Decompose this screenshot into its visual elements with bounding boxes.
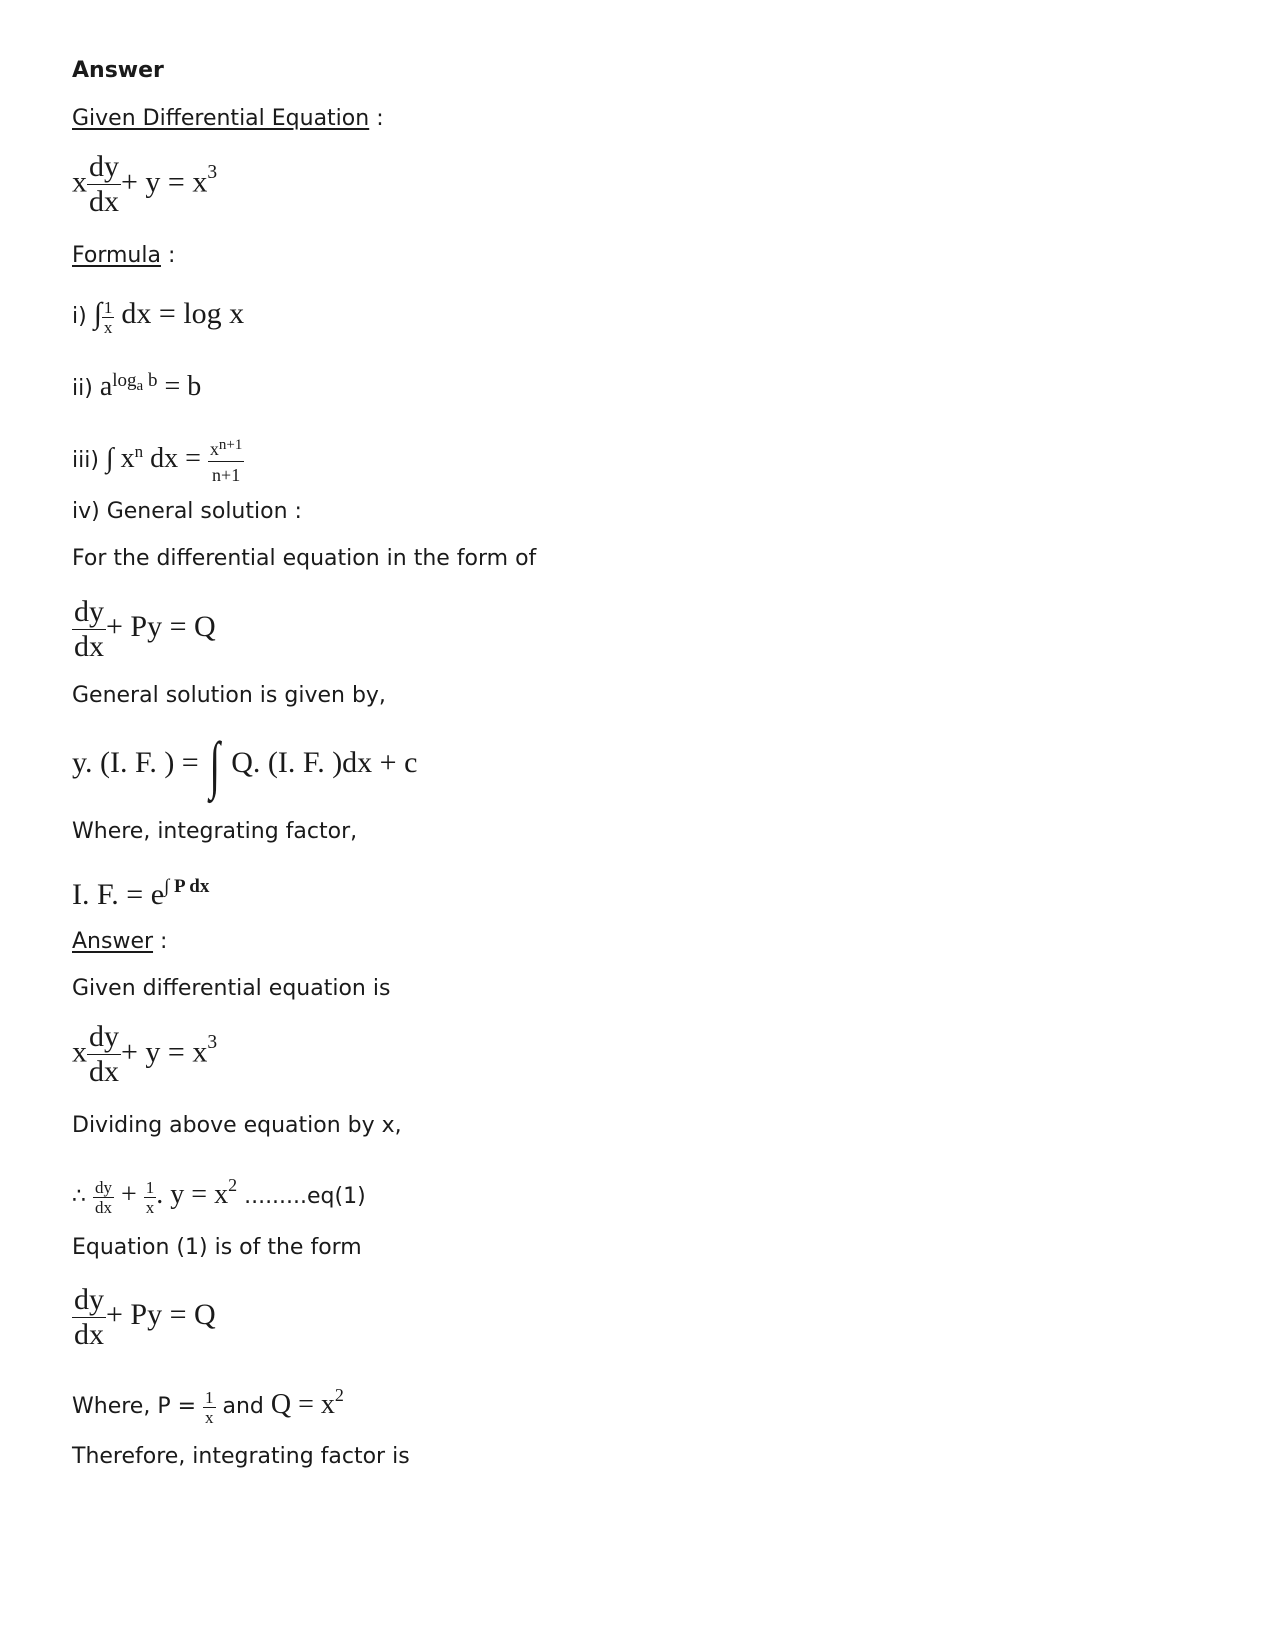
- eq-rhs: + y = x: [121, 1035, 208, 1069]
- numerator-x: x: [209, 439, 219, 459]
- answer-label-line: [72, 928, 167, 956]
- denominator: n+1: [212, 465, 241, 485]
- formula-2-prefix: ii): [72, 376, 93, 401]
- numerator: 1: [103, 297, 113, 317]
- eq-rhs: + y = x: [121, 165, 208, 199]
- exponent-n: n: [134, 442, 144, 461]
- if-e: e: [150, 878, 165, 911]
- numerator: dy: [74, 1282, 104, 1316]
- given-equation-label-line: [72, 105, 384, 133]
- denominator: x: [145, 1197, 155, 1217]
- denominator: x: [205, 1407, 214, 1427]
- where-p-q: [72, 1370, 344, 1432]
- formula-2: [72, 365, 201, 405]
- colon: :: [160, 929, 168, 954]
- general-solution-formula: [72, 728, 418, 801]
- given-equation-2: [72, 1020, 217, 1089]
- eq1-tag: .........eq(1): [237, 1184, 366, 1209]
- dividing-text: Dividing above equation by x,: [72, 1113, 402, 1138]
- numerator-exp: n+1: [218, 437, 243, 453]
- colon: :: [376, 106, 384, 131]
- if-formula: [72, 862, 209, 920]
- log-base: a: [136, 378, 144, 394]
- denominator: dx: [95, 1197, 112, 1217]
- exponent: 2: [334, 1385, 344, 1405]
- linear-rhs: + Py = Q: [106, 610, 216, 643]
- and-text: and: [215, 1394, 271, 1419]
- eq-x: x: [72, 1035, 87, 1069]
- therefore-symbol: ∴: [72, 1184, 86, 1209]
- where-if-text: Where, integrating factor,: [72, 819, 358, 844]
- base-a: a: [99, 371, 113, 402]
- where-p-text: Where, P =: [72, 1394, 197, 1419]
- linear-rhs: + Py = Q: [106, 1298, 216, 1331]
- formula-3: [72, 425, 244, 488]
- eq1-form-text: Equation (1) is of the form: [72, 1235, 362, 1260]
- given-equation: [72, 150, 217, 219]
- general-solution-text: General solution is given by,: [72, 683, 386, 708]
- form-text: For the differential equation in the form of: [72, 546, 537, 571]
- numerator: 1: [145, 1177, 155, 1197]
- exponent: 3: [207, 161, 218, 183]
- log-arg: b: [143, 370, 158, 391]
- if-lhs: I. F. =: [72, 878, 144, 911]
- denominator: dx: [74, 1317, 104, 1351]
- dy-dx-fraction: [87, 150, 121, 219]
- formula-1-prefix: i): [72, 304, 87, 329]
- one-over-x-fraction: [144, 1179, 157, 1216]
- formula-2-rest: = b: [157, 371, 202, 402]
- eq1-rhs: . y = x: [156, 1179, 229, 1210]
- numerator: dy: [95, 1177, 112, 1197]
- given-equation-label: Given Differential Equation: [72, 106, 370, 131]
- log-text: log: [112, 370, 137, 391]
- gs-lhs: y. (I. F. ) =: [72, 746, 199, 779]
- dy-dx-fraction: [72, 595, 106, 664]
- dy-dx-fraction-small: [93, 1179, 114, 1216]
- one-over-x-fraction: [102, 299, 115, 336]
- numerator: dy: [74, 594, 104, 628]
- therefore-if-text: Therefore, integrating factor is: [72, 1444, 410, 1469]
- linear-form-equation-2: [72, 1280, 216, 1352]
- one-over-x-fraction: [203, 1389, 216, 1426]
- integral-sign: ∫: [93, 297, 102, 330]
- formula-3-dx: dx =: [143, 443, 201, 474]
- linear-form-equation-1: [72, 592, 216, 664]
- numerator: dy: [89, 1020, 119, 1053]
- integral-sign: ∫: [209, 729, 221, 801]
- denominator: dx: [74, 629, 104, 663]
- given-de-text: Given differential equation is: [72, 976, 391, 1001]
- formula-label: Formula: [72, 243, 161, 268]
- gs-rhs: Q. (I. F. )dx + c: [231, 746, 418, 779]
- plus: +: [121, 1179, 137, 1210]
- eq-x: x: [72, 165, 87, 199]
- answer-label: Answer: [72, 929, 154, 954]
- exponent: 3: [207, 1031, 218, 1053]
- power-rule-fraction: [208, 438, 244, 484]
- dy-dx-fraction: [87, 1020, 121, 1089]
- answer-heading: Answer: [72, 58, 164, 83]
- formula-label-line: [72, 242, 175, 270]
- numerator: 1: [205, 1387, 214, 1407]
- equation-1: [72, 1160, 366, 1222]
- if-exponent: ∫ P dx: [164, 876, 210, 897]
- colon: :: [167, 243, 176, 268]
- denominator: dx: [89, 1055, 119, 1088]
- general-solution-heading: iv) General solution :: [72, 499, 302, 524]
- formula-1: [72, 292, 244, 339]
- q-equation: Q = x: [270, 1389, 335, 1420]
- formula-1-rest: dx = log x: [121, 297, 245, 330]
- formula-3-prefix: iii): [72, 448, 99, 473]
- numerator: dy: [89, 150, 119, 183]
- dy-dx-fraction: [72, 1283, 106, 1352]
- denominator: dx: [89, 185, 119, 218]
- formula-3-lhs: ∫ x: [105, 443, 135, 474]
- denominator: x: [103, 317, 113, 337]
- exponent: 2: [228, 1175, 238, 1195]
